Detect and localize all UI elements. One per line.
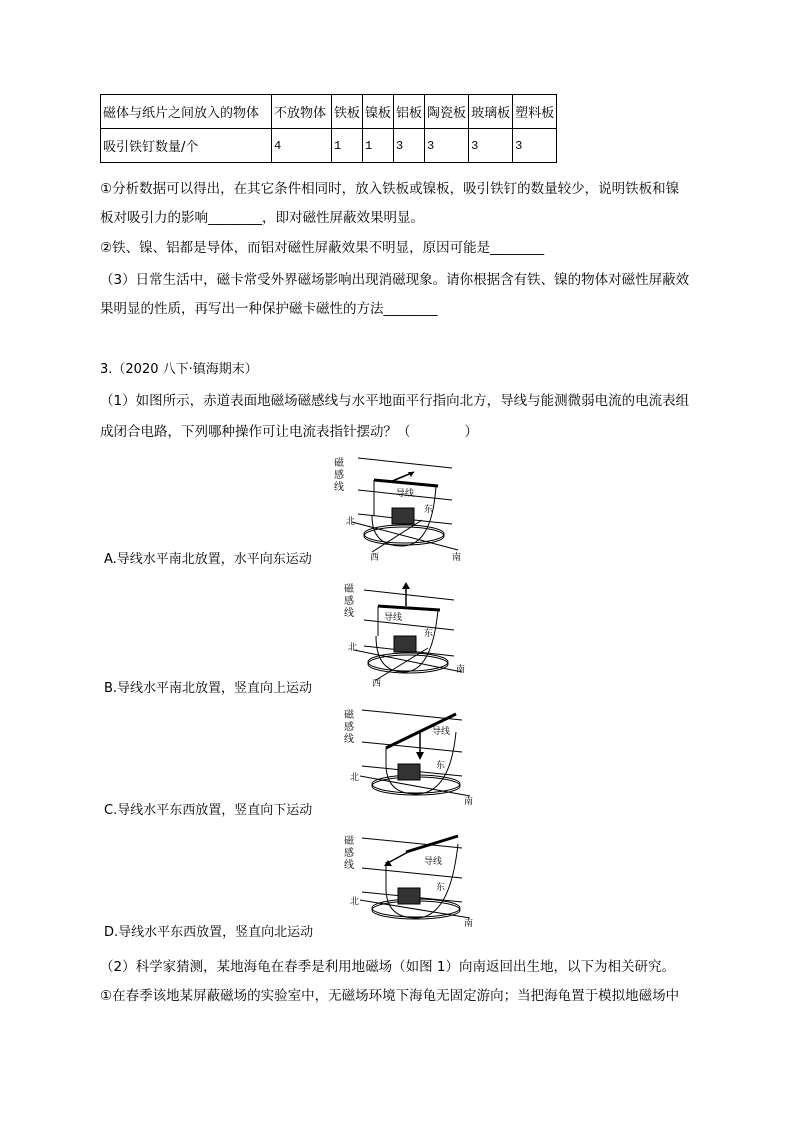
fig-label-north: 北 [348,643,358,653]
fig-label-ci: 磁 [344,710,354,721]
figure-b [332,576,468,688]
fig-label-xian: 线 [344,608,354,619]
shielding-data-table [100,94,557,163]
fig-label-east: 东 [436,761,446,771]
fig-label-gan: 感 [334,470,344,481]
q2-part3-line-2: 果明显的性质，再写出一种保护磁卡磁性的方法________ [100,301,438,317]
ground-disc-edge [368,655,448,673]
conductor-bar [374,480,438,486]
table-cell: 3 [513,129,557,163]
q3-heading: 3.（2020 八下·镇海期末） [100,362,258,377]
q2-analysis-line-2: 板对吸引力的影响________，即对磁性屏蔽效果明显。 [100,210,424,226]
q3-part2-line-1: （2）科学家猜测，某地海龟在春季是利用地磁场（如图 1）向南返回出生地，以下为相关研究。 [100,959,675,975]
fig-label-xian: 线 [334,482,344,493]
circuit-wire [386,844,458,918]
fig-label-ci: 磁 [344,836,354,847]
fig-label-wire: 导线 [432,727,451,737]
fig-label-north: 北 [346,517,356,527]
table-cell: 陶瓷板 [425,95,469,129]
table-cell: 3 [425,129,469,163]
figure-a [332,452,468,562]
fig-label-ci: 磁 [334,458,344,469]
fig-label-east: 东 [424,629,434,639]
q2-conductor-question: ②铁、镍、铝都是导体，而铝对磁性屏蔽效果不明显，原因可能是________ [100,240,545,256]
fig-label-east: 东 [436,883,446,893]
table-cell: 1 [332,129,363,163]
fig-label-east: 东 [424,505,434,515]
table-cell: 玻璃板 [469,95,513,129]
figure-d [340,830,476,930]
fig-label-south: 南 [456,665,466,675]
conductor-bar [378,606,440,610]
table-cell: 铝板 [394,95,425,129]
table-cell: 镍板 [363,95,394,129]
fig-label-gan: 感 [344,848,354,859]
field-line [362,868,462,878]
conductor-bar [406,836,458,852]
table-header-row [101,95,557,129]
ammeter-icon [398,888,420,904]
fig-label-xian: 线 [344,734,354,745]
q3-part2-line-2: ①在春季该地某屏蔽磁场的实验室中，无磁场环境下海龟无固定游向；当把海龟置于模拟地磁场中 [100,988,680,1004]
q3-stem-line-2: 成闭合电路，下列哪种操作可让电流表指针摆动？（ ） [100,424,478,440]
fig-label-xian: 线 [344,860,354,871]
option-c: C.导线水平东西放置，竖直向下运动 [104,803,313,818]
table-cell: 吸引铁钉数量/个 [101,129,272,163]
fig-label-wire: 导线 [396,489,415,499]
option-d: D.导线水平东西放置，竖直向北运动 [104,925,314,940]
figure-c [340,704,476,808]
table-cell: 3 [469,129,513,163]
fig-label-wire: 导线 [424,857,443,867]
motion-arrowhead [402,582,410,589]
ammeter-icon [398,764,420,780]
field-line [358,458,452,468]
option-b: B.导线水平南北放置，竖直向上运动 [104,681,313,696]
table-cell: 不放物体 [272,95,332,129]
fig-label-wire: 导线 [384,613,403,623]
table-cell: 4 [272,129,332,163]
fig-label-ci: 磁 [344,584,354,595]
fig-label-north: 北 [350,897,360,907]
fig-label-gan: 感 [344,596,354,607]
motion-arrowhead [416,752,424,760]
table-cell: 塑料板 [513,95,557,129]
q2-part3-line-1: （3）日常生活中，磁卡常受外界磁场影响出现消磁现象。请你根据含有铁、镍的物体对磁性屏蔽效 [100,272,690,288]
fig-label-south: 南 [464,797,474,807]
table-data-row [101,129,557,163]
ammeter-icon [394,636,416,652]
table-cell: 铁板 [332,95,363,129]
option-a: A.导线水平南北放置，水平向东运动 [104,552,312,567]
table-cell: 磁体与纸片之间放入的物体 [101,95,272,129]
table-cell: 1 [363,129,394,163]
fig-label-south: 南 [464,919,474,929]
field-line [364,590,454,600]
field-line [362,742,462,752]
fig-label-west: 西 [370,553,380,562]
fig-label-gan: 感 [344,722,354,733]
q3-stem-line-1: （1）如图所示，赤道表面地磁场磁感线与水平地面平行指向北方，导线与能测微弱电流的电流表组 [100,393,690,409]
fig-label-south: 南 [452,553,462,562]
fig-label-north: 北 [350,773,360,783]
fig-label-west: 西 [372,679,382,688]
ammeter-icon [392,508,414,524]
q2-analysis-line-1: ①分析数据可以得出，在其它条件相同时，放入铁板或镍板，吸引铁钉的数量较少，说明铁板和镍 [100,181,680,197]
table-cell: 3 [394,129,425,163]
